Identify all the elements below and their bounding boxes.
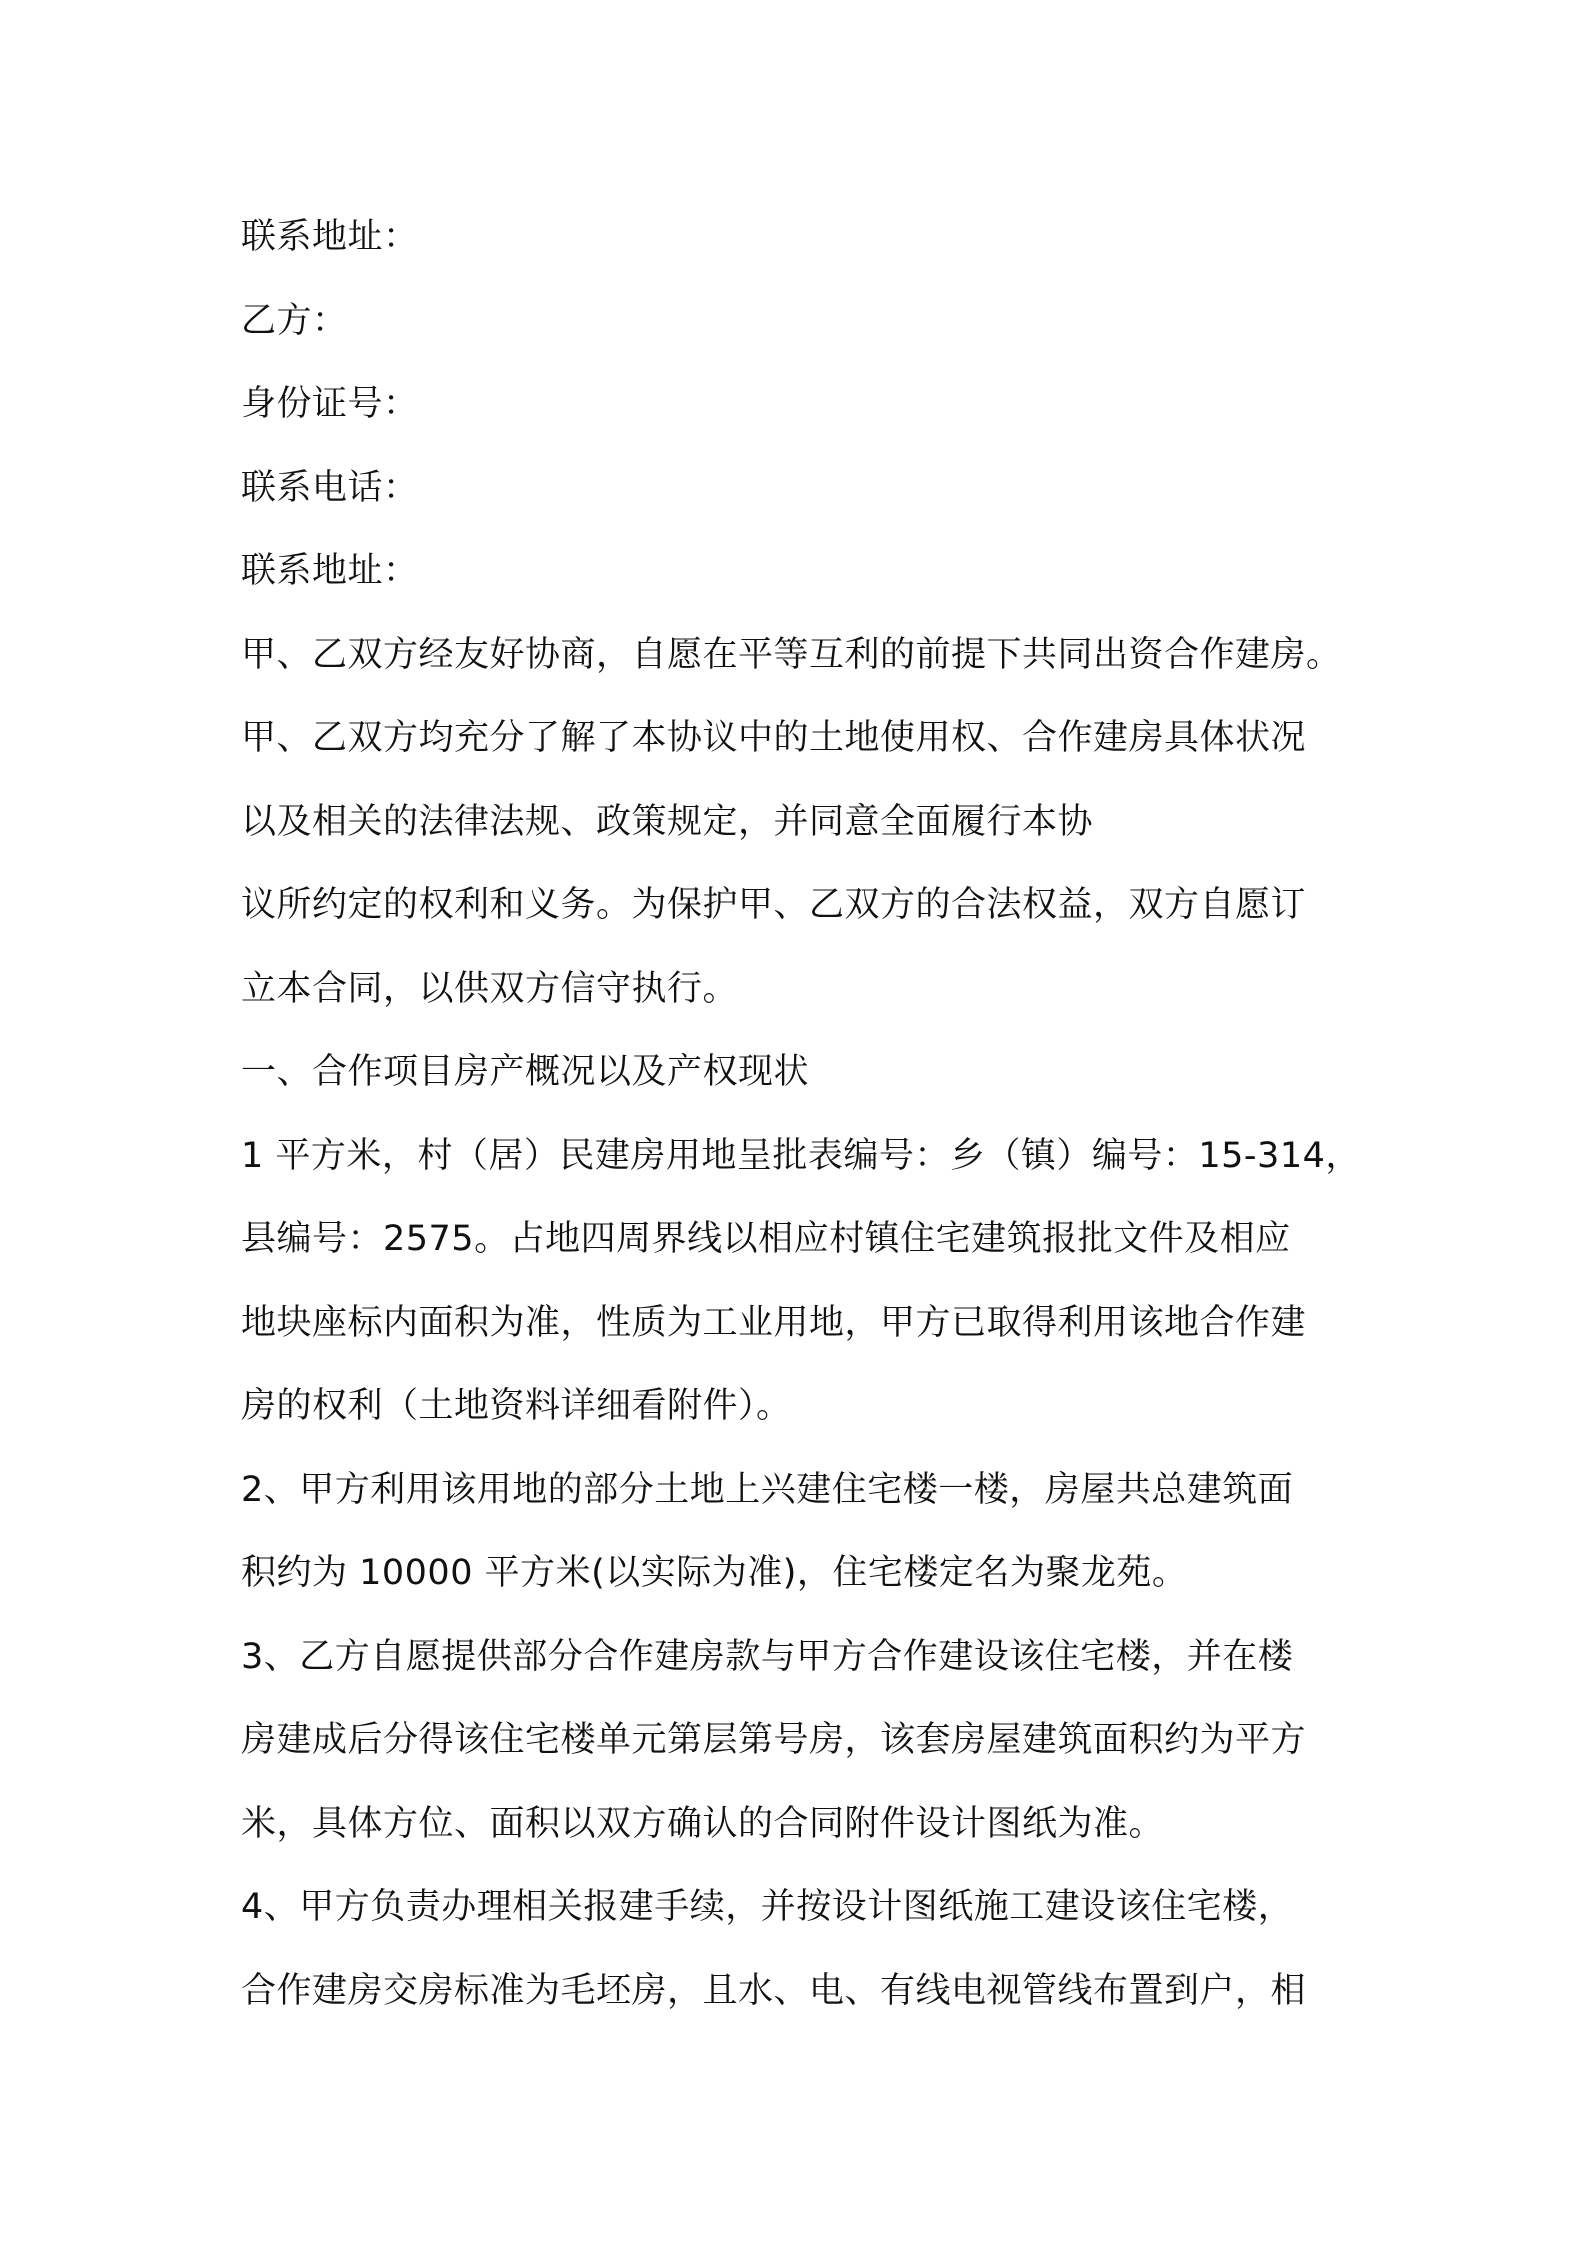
text-line: 积约为 10000 平方米(以实际为准)，住宅楼定名为聚龙苑。	[241, 1553, 1188, 1593]
text-line-id-number: 身份证号：	[241, 384, 419, 424]
text-line: 甲、乙双方经友好协商，自愿在平等互利的前提下共同出资合作建房。	[241, 634, 1342, 675]
text-line: 米，具体方位、面积以双方确认的合同附件设计图纸为准。	[241, 1803, 1165, 1844]
text-line-contact-phone: 联系电话：	[241, 467, 419, 508]
contract-text	[241, 196, 1361, 2033]
text-line-contact-address: 联系地址：	[241, 217, 419, 257]
text-line: 议所约定的权利和义务。为保护甲、乙双方的合法权益，双方自愿订	[241, 885, 1307, 925]
text-line: 房建成后分得该住宅楼单元第层第号房，该套房屋建筑面积约为平方	[241, 1720, 1307, 1760]
text-line: 2、甲方利用该用地的部分土地上兴建住宅楼一楼，房屋共总建筑面	[241, 1469, 1294, 1510]
text-line: 地块座标内面积为准，性质为工业用地，甲方已取得利用该地合作建	[241, 1302, 1307, 1343]
text-line: 甲、乙双方均充分了解了本协议中的土地使用权、合作建房具体状况	[241, 718, 1307, 758]
text-line-party-b: 乙方：	[241, 300, 348, 341]
text-line: 1 平方米，村（居）民建房用地呈批表编号：乡（镇）编号：15-314，	[241, 1135, 1361, 1176]
text-line: 以及相关的法律法规、政策规定，并同意全面履行本协	[241, 801, 1094, 842]
section-heading: 一、合作项目房产概况以及产权现状	[241, 1052, 810, 1092]
text-line: 3、乙方自愿提供部分合作建房款与甲方合作建设该住宅楼，并在楼	[241, 1636, 1294, 1677]
text-line: 立本合同，以供双方信守执行。	[241, 968, 739, 1009]
text-line-contact-address-b: 联系地址：	[241, 551, 419, 591]
text-line: 县编号：2575。占地四周界线以相应村镇住宅建筑报批文件及相应	[241, 1219, 1291, 1259]
text-line: 合作建房交房标准为毛坯房，且水、电、有线电视管线布置到户，相	[241, 1970, 1307, 2011]
text-line: 房的权利（土地资料详细看附件）。	[241, 1386, 792, 1426]
text-line: 4、甲方负责办理相关报建手续，并按设计图纸施工建设该住宅楼，	[241, 1887, 1294, 1927]
